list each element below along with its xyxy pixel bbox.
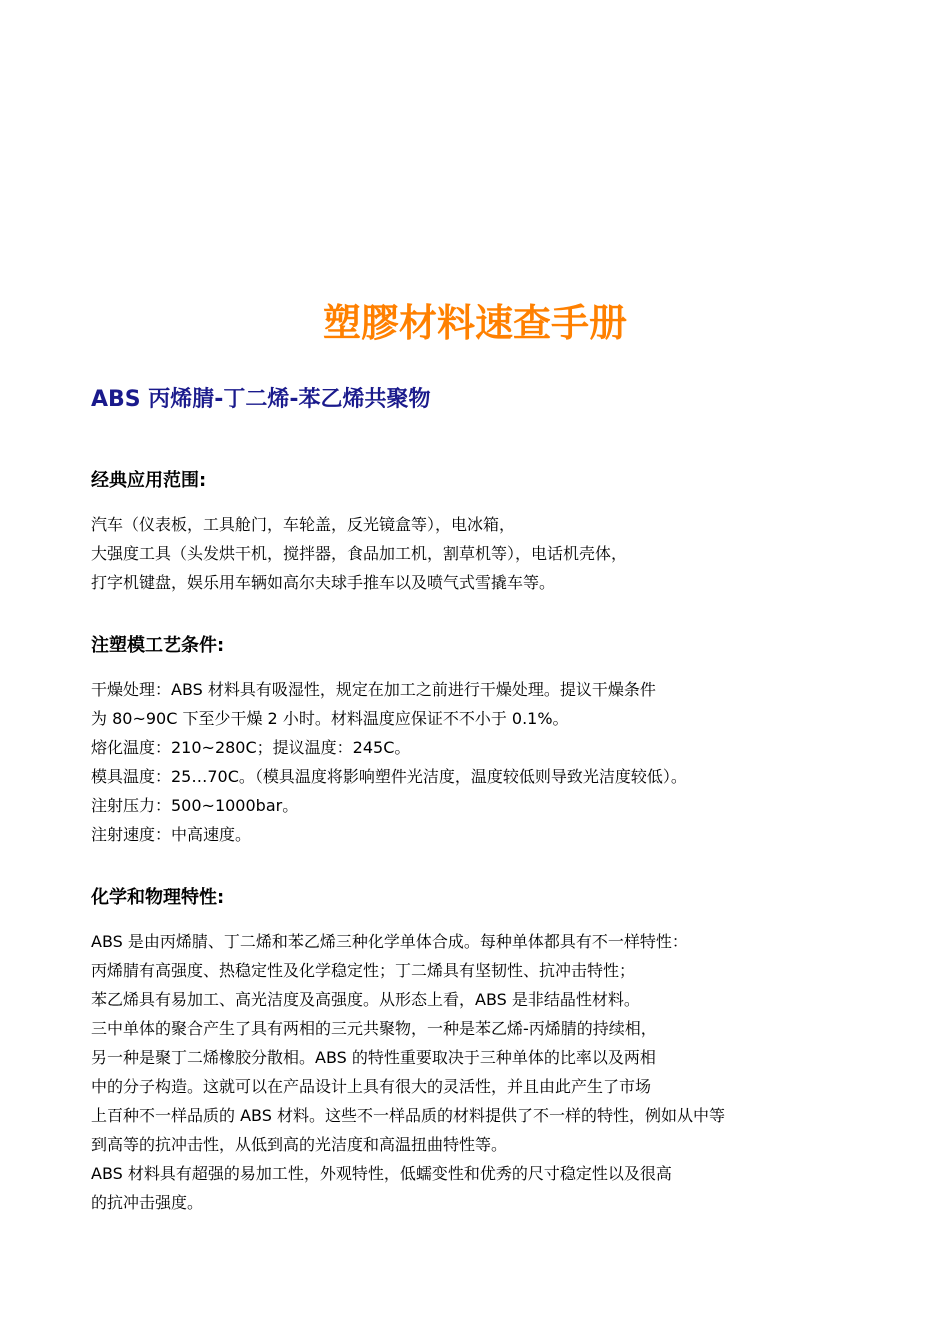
paragraph-line: 模具温度：25…70C。（模具温度将影响塑件光洁度，温度较低则导致光洁度较低）。 bbox=[91, 767, 687, 786]
section-heading: 经典应用范围: bbox=[91, 470, 207, 491]
section-molding-conditions bbox=[91, 633, 891, 849]
paragraph-line: 注射速度：中高速度。 bbox=[91, 825, 252, 844]
paragraph-line: 三中单体的聚合产生了具有两相的三元共聚物，一种是苯乙烯-丙烯腈的持续相， bbox=[91, 1019, 657, 1038]
paragraph-line: 打字机键盘，娱乐用车辆如高尔夫球手推车以及喷气式雪撬车等。 bbox=[91, 573, 556, 592]
section-heading: 化学和物理特性: bbox=[91, 887, 225, 908]
document-title: 塑膠材料速查手册 bbox=[322, 300, 627, 345]
paragraph-line: 为 80~90C 下至少干燥 2 小时。材料温度应保证不不小于 0.1%。 bbox=[91, 709, 569, 728]
paragraph-line: 的抗冲击强度。 bbox=[91, 1193, 204, 1212]
section-applications bbox=[91, 468, 891, 597]
paragraph-line: 上百种不一样品质的 ABS 材料。这些不一样品质的材料提供了不一样的特性，例如从中等 bbox=[91, 1106, 725, 1125]
paragraph-line: 注射压力：500~1000bar。 bbox=[91, 796, 299, 815]
paragraph-line: ABS 材料具有超强的易加工性，外观特性，低蠕变性和优秀的尺寸稳定性以及很高 bbox=[91, 1164, 672, 1183]
material-heading: ABS 丙烯腈-丁二烯-苯乙烯共聚物 bbox=[91, 387, 431, 412]
paragraph-line: 干燥处理：ABS 材料具有吸湿性，规定在加工之前进行干燥处理。提议干燥条件 bbox=[91, 680, 656, 699]
paragraph-line: 到高等的抗冲击性，从低到高的光洁度和高温扭曲特性等。 bbox=[91, 1135, 508, 1154]
paragraph-line: 汽车（仪表板，工具舱门，车轮盖，反光镜盒等），电冰箱， bbox=[91, 515, 516, 534]
section-heading: 注塑模工艺条件: bbox=[91, 635, 225, 656]
paragraph-line: 苯乙烯具有易加工、高光洁度及高强度。从形态上看，ABS 是非结晶性材料。 bbox=[91, 990, 640, 1009]
paragraph-line: 中的分子构造。这就可以在产品设计上具有很大的灵活性，并且由此产生了市场 bbox=[91, 1077, 652, 1096]
section-chemical-physical-properties bbox=[91, 885, 891, 1217]
paragraph-line: ABS 是由丙烯腈、丁二烯和苯乙烯三种化学单体合成。每种单体都具有不一样特性： bbox=[91, 932, 688, 951]
paragraph-line: 丙烯腈有高强度、热稳定性及化学稳定性；丁二烯具有坚韧性、抗冲击特性； bbox=[91, 961, 636, 980]
paragraph-line: 大强度工具（头发烘干机，搅拌器，食品加工机，割草机等），电话机壳体， bbox=[91, 544, 628, 563]
paragraph-line: 另一种是聚丁二烯橡胶分散相。ABS 的特性重要取决于三种单体的比率以及两相 bbox=[91, 1048, 656, 1067]
paragraph-line: 熔化温度：210~280C；提议温度：245C。 bbox=[91, 738, 411, 757]
